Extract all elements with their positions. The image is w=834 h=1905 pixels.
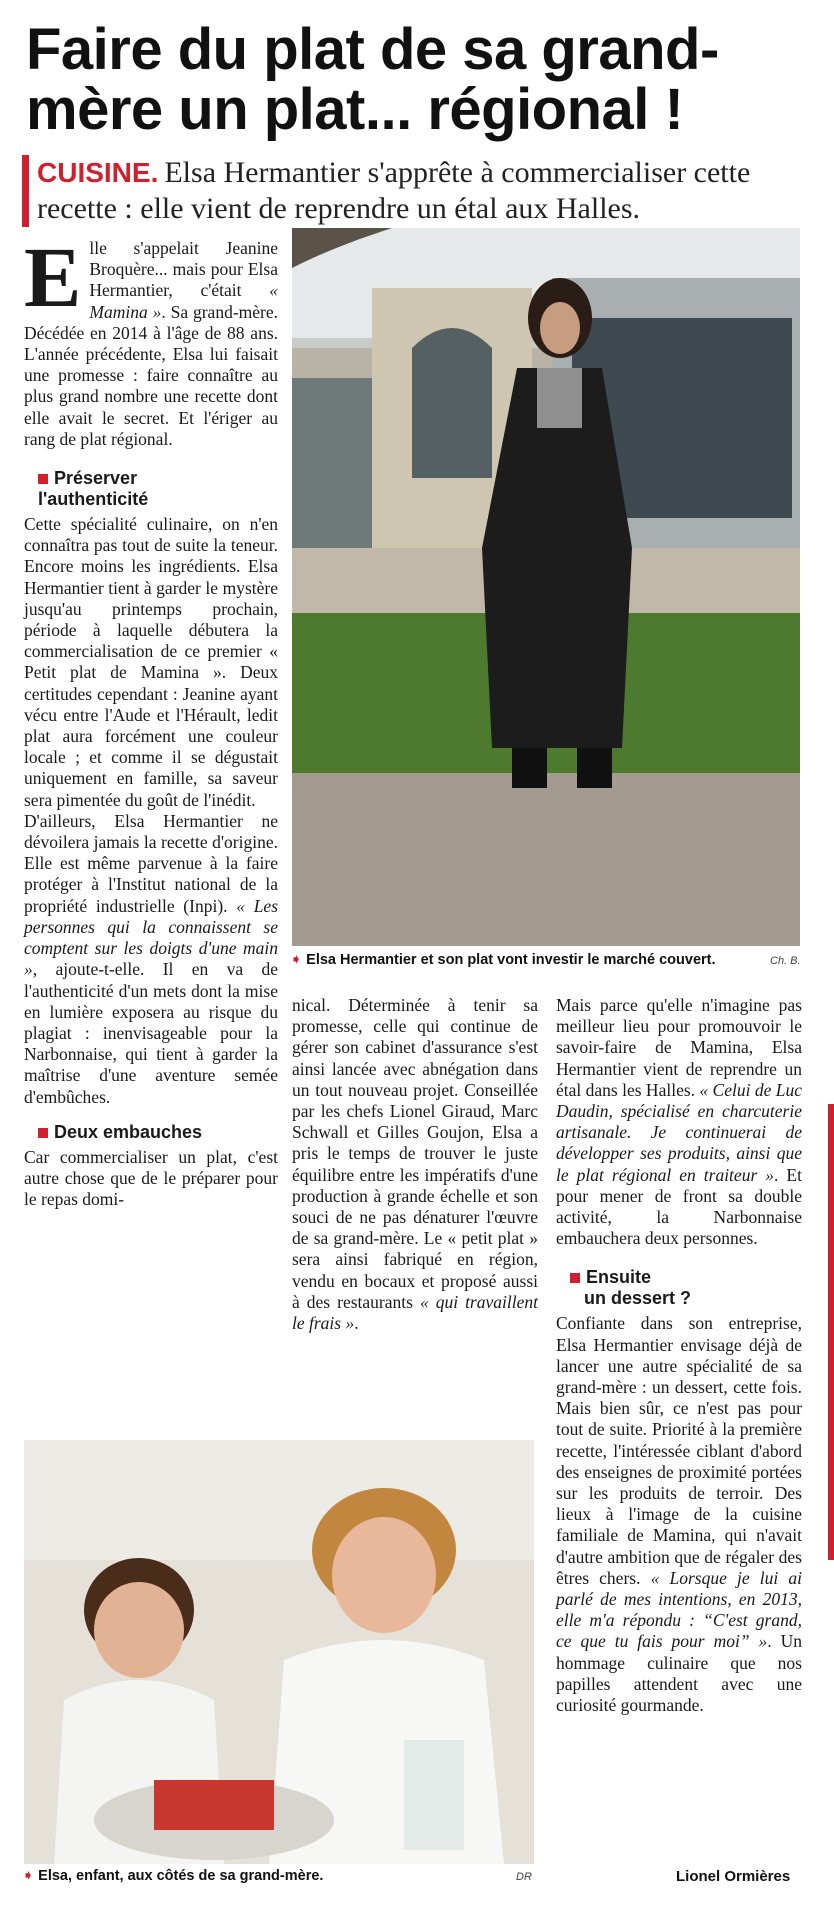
column-3 <box>556 995 802 1716</box>
col3-paragraph-2: Confiante dans son entreprise, Elsa Hermantier envisage déjà de lancer une autre spécialité de sa grand-mère : un dessert, cette fois. Mais bien sûr, ce n'est pas pour tout de suite. Priorité à la première recette, l'intéressée ciblant d'abord des enseignes de proximité portées sur les produits de terroir. Des lieux à l'image de la cuisine familiale de Mamina, qui n'avait d'autre ambition que de régaler des êtres chers. « Lorsque je lui ai parlé de mes intentions, en 2013, elle m'a répondu : “C'est grand, ce que tu fais pour moi” ». Un hommage culinaire que nos papilles attendent avec une curiosité gourmande. <box>556 1313 802 1716</box>
paragraph-4: Car commercialiser un plat, c'est autre chose que de le préparer pour le repas domi- <box>24 1146 278 1210</box>
headline: Faire du plat de sa grand-mère un plat... régional ! <box>26 17 719 142</box>
page-edge-bar <box>828 1104 834 1560</box>
column-1 <box>24 229 279 1210</box>
photo1-credit: Ch. B. <box>770 955 801 967</box>
kicker: CUISINE. <box>37 157 159 188</box>
intertitle-2: Deux embauches <box>38 1122 278 1143</box>
square-bullet-icon <box>570 1273 580 1283</box>
photo-grandmother <box>24 1440 534 1864</box>
photo2-caption: ➧ Elsa, enfant, aux côtés de sa grand-mère. <box>22 1868 324 1884</box>
photo-grandmother-image <box>24 1440 534 1864</box>
dropcap: E <box>24 229 82 325</box>
intro-text-2: . Sa grand-mère. Décédée en 2014 à l'âge de 88 ans. L'année précédente, Elsa lui faisait une promesse : faire connaître au plus grand nombre une recette dont elle avait le secret. Et l'ériger au rang de plat régional. <box>24 301 279 449</box>
column-2 <box>292 995 538 1334</box>
lead-text: Elsa Hermantier s'apprête à commercialiser cette recette : elle vient de reprendre un étal aux Halles. <box>37 156 751 225</box>
paragraph-3: D'ailleurs, Elsa Hermantier ne dévoilera jamais la recette d'origine. Elle est même parvenue à la faire protéger à l'Institut national de la propriété industrielle (Inpi). « Les personnes qui la connaissent se comptent sur les doigts d'une main », ajoute-t-elle. Il en va de l'authenticité d'un mets dont la mise en lumière exposera au risque du plagiat : inenvisageable pour la Narbonnaise, qui tient à garder la maîtrise d'une aventure semée d'embûches. <box>24 810 278 1107</box>
intro-text: lle s'appelait Jeanine Broquère... mais pour Elsa Hermantier, c'était <box>89 238 278 301</box>
photo2-credit: DR <box>516 1871 532 1883</box>
caption-arrow-icon: ➧ <box>290 952 303 968</box>
square-bullet-icon <box>38 474 48 484</box>
byline: Lionel Ormières <box>676 1868 791 1885</box>
caption-arrow-icon: ➧ <box>22 1868 35 1884</box>
col3-paragraph-1: Mais parce qu'elle n'imagine pas meilleur lieu pour promouvoir le savoir-faire de Mamina, Elsa Hermantier vient de reprendre un étal dans les Halles. « Celui de Luc Daudin, spécialisé en charcuterie artisanale. Je continuerai de développer ses produits, ainsi que le plat régional en traiteur ». Et pour mener de front sa double activité, la Narbonnaise embauchera deux personnes. <box>556 995 802 1249</box>
square-bullet-icon <box>38 1128 48 1138</box>
intro-quote: « Mamina » <box>89 280 278 322</box>
intro-paragraph <box>24 229 279 450</box>
intertitle-1: Préserver l'authenticité <box>38 468 149 510</box>
photo1-caption: ➧ Elsa Hermantier et son plat vont investir le marché couvert. <box>290 952 716 968</box>
photo-market-hall-image <box>292 228 800 946</box>
col2-paragraph: nical. Déterminée à tenir sa promesse, celle qui continue de gérer son cabinet d'assurance s'est ainsi lancée avec abnégation dans un tout nouveau projet. Conseillée par les chefs Lionel Giraud, Marc Schwall et Gilles Goujon, Elsa a pris le temps de trouver le juste équilibre entre les impératifs d'une production à grande échelle et son souci de ne pas dénaturer l'œuvre de sa grand-mère. Le « petit plat » sera ainsi fabriqué en région, vendu en bocaux et proposé aussi à des restaurants « qui travaillent le frais ». <box>292 995 538 1334</box>
intertitle-3: Ensuite un dessert ? <box>570 1267 802 1309</box>
lead-paragraph <box>22 155 817 227</box>
paragraph-2: Cette spécialité culinaire, on n'en connaîtra pas tout de suite la teneur. Encore moins les ingrédients. Elsa Hermantier tient à garder le mystère jusqu'au printemps prochain, période à laquelle débutera la commercialisation de ce premier « Petit plat de Mamina ». Deux certitudes cependant : Jeanine ayant vécu entre l'Aude et l'Hérault, ledit plat aura forcément une couleur locale ; et comme il se dégustait uniquement en famille, sa saveur sera pimentée du goût de l'inédit. <box>24 514 278 810</box>
photo-market-hall <box>292 228 800 946</box>
